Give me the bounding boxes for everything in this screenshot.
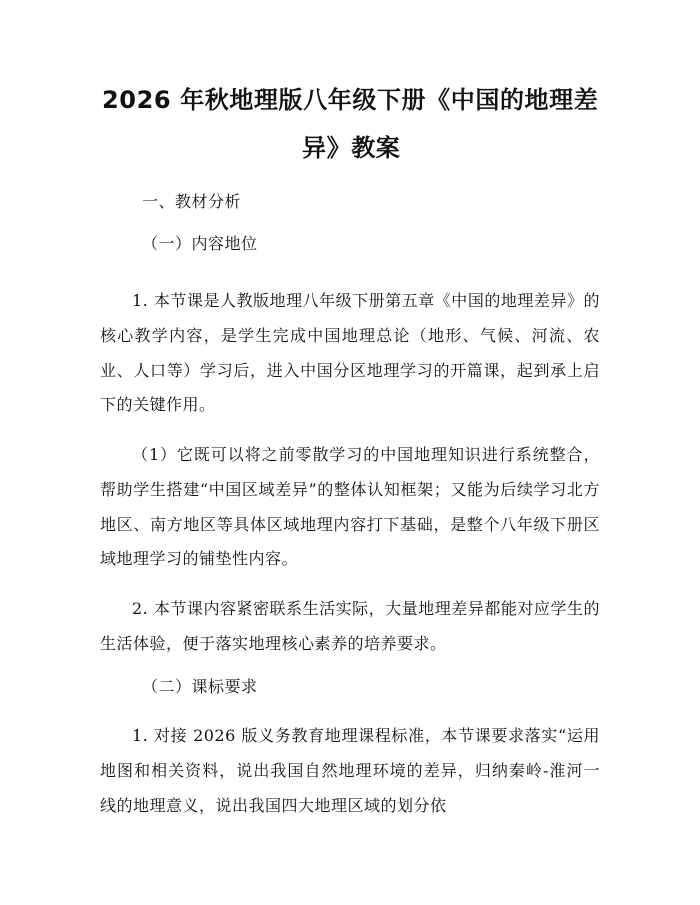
- document-title-line-1: 2026 年秋地理版八年级下册《中国的地理差: [102, 86, 599, 114]
- document-title-line-2: 异》教案: [302, 134, 401, 162]
- paragraph-1: 1. 本节课是人教版地理八年级下册第五章《中国的地理差异》的核心教学内容，是学生完成中国地理总论（地形、气候、河流、农业、人口等）学习后，进入中国分区地理学习的开篇课，起到承上启下的关键作用。: [100, 291, 600, 415]
- subsection-heading-curriculum-requirements: （二）课标要求: [142, 677, 258, 696]
- paragraph-4: 1. 对接 2026 版义务教育地理课程标准，本节课要求落实“运用地图和相关资料，说出我国自然地理环境的差异，归纳秦岭-淮河一线的地理意义，说出我国四大地理区域的划分依: [100, 726, 600, 815]
- section-heading-materials-analysis: 一、教材分析: [142, 192, 242, 211]
- paragraph-2: （1）它既可以将之前零散学习的中国地理知识进行系统整合，帮助学生搭建“中国区域差异”的整体认知框架；又能为后续学习北方地区、南方地区等具体区域地理内容打下基础，是整个八年级下册区域地理学习的铺垫性内容。: [100, 445, 600, 569]
- subsection-heading-content-position: （一）内容地位: [142, 234, 258, 253]
- paragraph-3: 2. 本节课内容紧密联系生活实际，大量地理差异都能对应学生的生活体验，便于落实地理核心素养的培养要求。: [100, 599, 600, 653]
